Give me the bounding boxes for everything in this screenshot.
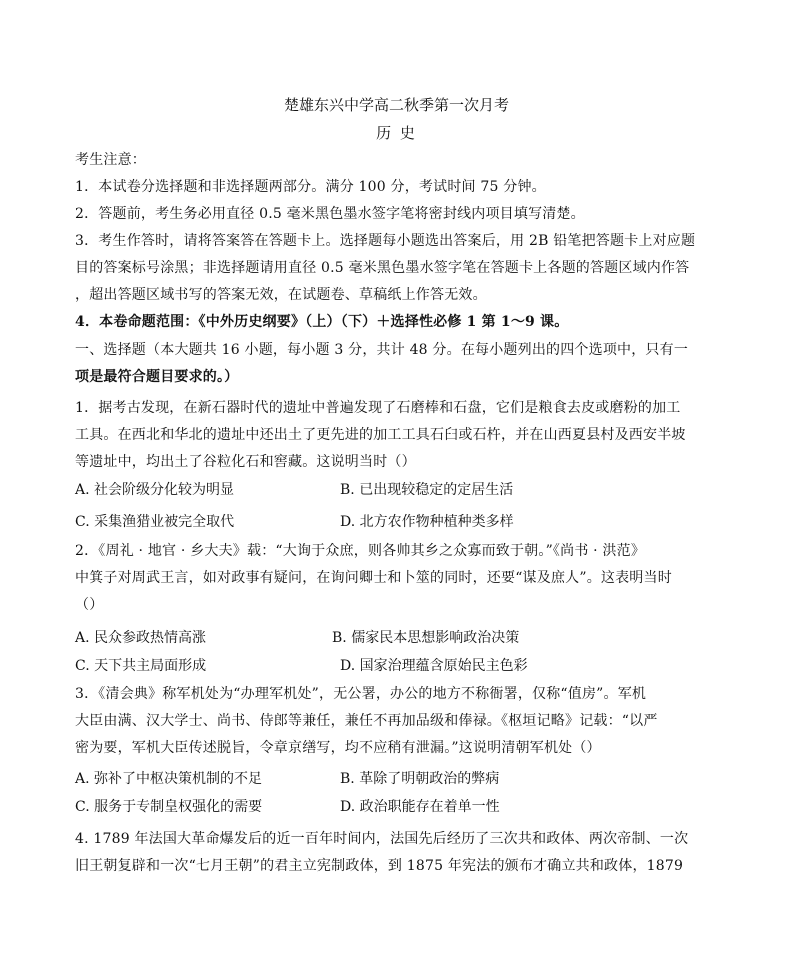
question-3-line: 3．《清会典》称军机处为“办理军机处”，无公署，办公的地方不称衙署，仅称“值房”。军机 [75,686,647,702]
notice-item: 1．本试卷分选择题和非选择题两部分。满分 100 分，考试时间 75 分钟。 [75,179,546,195]
q1-option-d: D. 北方农作物种植种类多样 [340,514,514,530]
q2-option-d: D. 国家治理蕴含原始民主色彩 [340,658,528,674]
question-2-line: （） [75,597,104,613]
section-heading-cont: 项是最符合题目要求的。） [75,369,239,385]
q1-option-a: A. 社会阶级分化较为明显 [75,482,235,498]
exam-title: 楚雄东兴中学高二秋季第一次月考 [283,96,509,114]
question-1-line: 工具。在西北和华北的遗址中还出土了更先进的加工工具石臼或石杵，并在山西夏县村及西安半坡 [75,427,686,443]
question-4-line: 旧王朝复辟和一次“七月王朝”的君主立宪制政体，到 1875 年宪法的颁布才确立共和政体，1879 [75,858,684,874]
notice-item: 目的答案标号涂黑；非选择题请用直径 0.5 毫米黑色墨水签字笔在答题卡上各题的答题区域内作答 [75,260,690,276]
q3-option-a: A. 弥补了中枢决策机制的不足 [75,771,263,787]
question-2-line: 中箕子对周武王言，如对政事有疑问，在询问卿士和卜筮的同时，还要“谋及庶人”。这表明当时 [75,570,672,586]
notice-item: 2．答题前，考生务必用直径 0.5 毫米黑色墨水签字笔将密封线内项目填写清楚。 [75,206,585,222]
q2-option-a: A. 民众参政热情高涨 [75,630,207,646]
q3-option-b: B. 革除了明朝政治的弊病 [340,771,500,787]
question-1-line: 1．据考古发现，在新石器时代的遗址中普遍发现了石磨棒和石盘，它们是粮食去皮或磨粉的加工 [75,400,681,416]
q2-option-c: C. 天下共主局面形成 [75,658,207,674]
q1-option-c: C. 采集渔猎业被完全取代 [75,514,235,530]
notice-item: ，超出答题区域书写的答案无效，在试题卷、草稿纸上作答无效。 [75,287,487,303]
q3-option-c: C. 服务于专制皇权强化的需要 [75,799,263,815]
section-heading: 一、选择题（本大题共 16 小题，每小题 3 分，共计 48 分。在每小题列出的四个选项中，只有一 [75,342,689,358]
notice-item: 3．考生作答时，请将答案答在答题卡上。选择题每小题选出答案后，用 2B 铅笔把答题卡上对应题 [75,233,696,249]
subject-title: 历 史 [376,124,417,142]
question-2-line: 2．《周礼 · 地官 · 乡大夫》载：“大询于众庶，则各帅其乡之众寡而致于朝。”《尚书 · 洪范》 [75,543,646,559]
notice-heading: 考生注意： [75,152,146,168]
q1-option-b: B. 已出现较稳定的定居生活 [340,482,514,498]
notice-item: 4．本卷命题范围：《中外历史纲要》（上）（下）＋选择性必修 1 第 1～9 课。 [75,314,569,330]
question-4-line: 4. 1789 年法国大革命爆发后的近一百年时间内，法国先后经历了三次共和政体、两次帝制、一次 [75,831,689,847]
q2-option-b: B. 儒家民本思想影响政治决策 [332,630,520,646]
question-3-line: 密为要，军机大臣传述脱旨，令章京缮写，均不应稍有泄漏。”这说明清朝军机处（） [75,740,601,756]
question-3-line: 大臣由满、汉大学士、尚书、侍郎等兼任，兼任不再加品级和俸禄。《枢垣记略》记载：“以严 [75,713,658,729]
q3-option-d: D. 政治职能存在着单一性 [340,799,500,815]
question-1-line: 等遗址中，均出土了谷粒化石和窖藏。这说明当时（） [75,454,416,470]
